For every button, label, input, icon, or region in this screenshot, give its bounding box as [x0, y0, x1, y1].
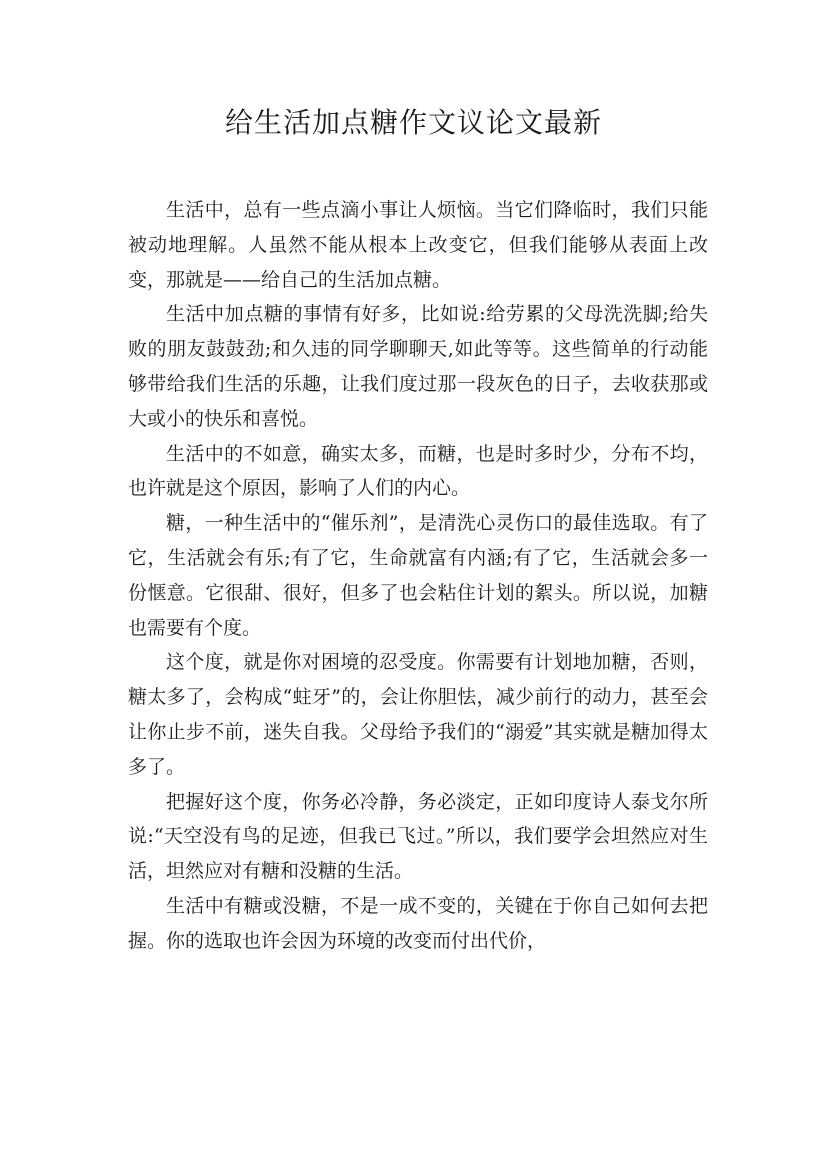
paragraph-4: 糖，一种生活中的“催乐剂”，是清洗心灵伤口的最佳选取。有了它，生活就会有乐;有了它，生命就富有内涵;有了它，生活就会多一份惬意。它很甜、很好，但多了也会粘住计划的絮头。所以说，加糖也需要有个度。	[128, 512, 708, 639]
document-title: 给生活加点糖作文议论文最新	[224, 106, 602, 139]
paragraph-2: 生活中加点糖的事情有好多，比如说:给劳累的父母洗洗脚;给失败的朋友鼓鼓劲;和久违的同学聊聊天,如此等等。这些简单的行动能够带给我们生活的乐趣，让我们度过那一段灰色的日子，去收获那或大或小的快乐和喜悦。	[128, 303, 708, 430]
paragraph-3: 生活中的不如意，确实太多，而糖，也是时多时少，分布不均，也许就是这个原因，影响了人们的内心。	[128, 442, 708, 500]
paragraph-5: 这个度，就是你对困境的忍受度。你需要有计划地加糖，否则，糖太多了，会构成“蛀牙”的，会让你胆怯，减少前行的动力，甚至会让你止步不前，迷失自我。父母给予我们的“溺爱”其实就是糖加得太多了。	[128, 651, 708, 778]
paragraph-1: 生活中，总有一些点滴小事让人烦恼。当它们降临时，我们只能被动地理解。人虽然不能从根本上改变它，但我们能够从表面上改变，那就是——给自己的生活加点糖。	[128, 199, 708, 291]
paragraph-7: 生活中有糖或没糖，不是一成不变的，关键在于你自己如何去把握。你的选取也许会因为环境的改变而付出代价，	[128, 894, 708, 952]
document-body	[128, 193, 708, 959]
paragraph-6: 把握好这个度，你务必冷静，务必淡定，正如印度诗人泰戈尔所说:“天空没有鸟的足迹，但我已飞过。”所以，我们要学会坦然应对生活，坦然应对有糖和没糖的生活。	[128, 790, 708, 883]
